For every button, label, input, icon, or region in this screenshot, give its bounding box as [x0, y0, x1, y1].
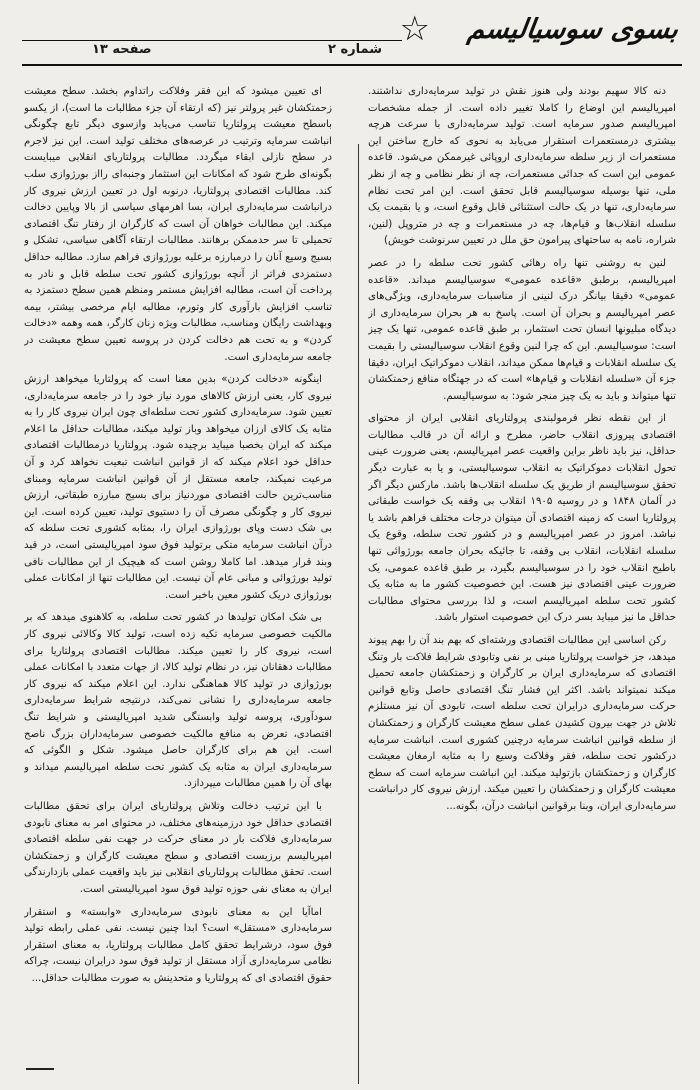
article-columns — [24, 84, 676, 1048]
page-number: صفحه ۱۳ — [92, 42, 152, 57]
star-icon: ☆ — [399, 9, 430, 49]
right-column — [368, 84, 676, 1048]
left-column — [24, 84, 332, 1048]
paragraph: با این ترتیب دخالت وتلاش پرولتاریای ایران برای تحقق مطالبات اقتصادی حداقل خود درزمینه‌های مختلف، در محتوای امر به معنای نابودی سرمایه‌داری فلاکت بار در معنای حرکت در جهت نفی سلطه اقتصادی امپریالیسم برزیست اقتصادی و سطح معیشت کارگران و زحمتکشان است. تحقق مطالبات پرولتاریای انقلابی نیز باید واقعیت عملی بازدارندگی ایران به معنای نفی حوزه تولید فوق سود امپریالیستی است. — [24, 800, 332, 895]
header-rule — [22, 64, 682, 66]
header-thin-rule — [22, 40, 402, 41]
paragraph: دنه کالا سهیم بودند ولی هنوز نقش در تولید سرمایه‌داری نداشتند. امپریالیسم این اوضاع را کاملا تغییر داده است. از جمله مشخصات امپریالیسم صدور سرمایه است. تولید سرمایه‌داری با سرعت هرچه بیشتری درمستعمرات استقرار می‌یابد به نحوی که خارج ساختن این مستعمرات از زیر سلطه سرمایه‌داری اروپائی غیرممکن می‌شود. قاعده عمومی این است که جدائی مستعمرات، چه از نظر نظامی و چه از نظر ملی، تنها بوسیله سوسیالیسم قابل تحقق است. این امر تحت نظام سرمایه‌داری، تنها در یک حالت استثنائی قابل وقوع است، و یا بقیمت یک سلسله انقلاب‌ها و قیام‌ها، چه در مستعمرات و چه در متروپل (لنین، شراره، نامه به ساحتهای پیرامون حق ملل در تعیین سرنوشت خویش) — [368, 86, 676, 247]
paragraph: اماآیا این به معنای نابودی سرمایه‌داری «وابسته» و استقرار سرمایه‌داری «مستقل» است؟ ابدا چنین نیست. نفی عملی رابطه تولید فوق سود، درشرایط تحقق کامل مطالبات پرولتاریا، به معنای استقرار نظامی سرمایه‌داری آزاد مستقل از تولید فوق سود درایران نیست، چراکه حقوق اقتصادی ای که پرولتاریا و متحدینش به صورت مطالبات حداقل... — [24, 906, 332, 984]
paragraph: از این نقطه نظر فرمولبندی پرولتاریای انقلابی ایران از محتوای اقتصادی پیروزی انقلاب حاضر، مطرح و ارائه آن در قالب مطالبات حداقل، نیز باید ناظر براین واقعیت عصر امپریالیسم، یعنی ضرورت عینی تحول انقلابات دموکراتیک به انقلاب سوسیالیستی، و یا به عبارت دیگر تحقق سوسیالیسم از طریق یک سلسله انقلاب‌ها باشد. مارکس دیگر اگر در آلمان ۱۸۴۸ و در روسیه ۱۹۰۵ انقلاب بی وقفه یک خواست طبقاتی پرولتاریا است که زمینه اقتصادی آن میتوان درجات مختلف فراهم باشد یا نباشد. امروز در عصر امپریالیسم و در کشور تحت سلطه، وقوع یک سلسله انقلابات، انقلاب بی وقفه، تا جائیکه بحران جامعه بورژوائی تنها باطیح انقلاب خود را در سوسیالیسم بگیرد، بر طبق قاعده عمومی، یک ضرورت عینی اقتصادی نیز هست. این خصوصیت کشور ما به مثابه یک کشور تحت سلطه امپریالیسم است، و لذا بررسی محتوای مطالبات حداقل ما نیز میباید بسر درک این خصوصیت استوار باشد. — [368, 413, 676, 624]
paragraph: ای تعیین میشود که این فقر وفلاکت راتداوم بخشد. سطح معیشت زحمتکشان غیر پرولتر نیز (که ارتقاء آن جزء مطالبات ما است)، از یکسو باسطح معیشت پرولتاریا تناسب می‌یابد وازسوی دیگر تابع چگونگی انباشت سرمایه وترتیب در عرصه‌های مختلف تولید است. این نیز لاجرم در سطح نازلی ابقاء میگردد. مطالبات پرولتاریای انقلابی میبایست بگونه‌ای طرح شود که امکانات این استثمار وجنبه‌ای رااز بورژوازی سلب کند. مطالبات اقتصادی پرولتاریا، درنوبه اول در تعیین ارزش نیروی کار درانباشت سرمایه‌داری ایران، بسا اهرمهای سیاسی از بالا وپایین دخالت میکند. این مطالبات خواهان آن است که کارگران از رفتار تنگ اقتصادی تحمیلی تا سر حدممکن برهانند. مطالبات ارتقاء آگاهی سیاسی، تشکل و بسیج وسیع آنان را درمبارزه برعلیه بورژوازی فراهم سازد. مطالبه حداقل دستمزدی فراتر از آنچه بورژوازی کشور تحت سلطه قابل و نادر به پرداخت آن است، مطالبه افزایش مستمر ومنظم همین سطح دستمزد به تناسب افزایش بارآوری کار وتورم، مطالبه ایام مرخصی بیشتر، بیمه وبهداشت رایگان ومناسب، مطالبات ویژه زنان کارگر، همه وهمه «دخالت کردن» و به تحت هم دخالت کردن در پروسه تعیین سطح معیشت در جامعه سرمایه‌داری است. — [24, 86, 332, 363]
masthead-title: بسوی سوسیالیسم — [465, 14, 681, 45]
column-divider — [358, 144, 359, 1084]
issue-number: شماره ۲ — [327, 42, 382, 57]
page-header — [22, 9, 682, 68]
paragraph: رکن اساسی این مطالبات اقتصادی ورشته‌ای که بهم بند آن را بهم پیوند میدهد، جز خواست پرولتاریا مبنی بر نفی وتابودی شرایط فلاکت بار وتنگ اقتصادی که سرمایه‌داری ایران بر کارگران و زحمتکشان جامعه تحمیل میکند نمیتواند باشد. اکثر این فشار تنگ اقتصادی حاصل وتابع قوانین حرکت سرمایه‌داری درایران تحت سلطه است، تابودی آن نیز مستلزم تلاش در جهت بیرون کشیدن عملی سطح معیشت کارگران و زحمتکشان از سلطه قوانین انباشت سرمایه درچنین کشوری است. انباشت سرمایه درکشور تحت سلطه، فقر وفلاکت وسیع را به مثابه ارمغان معیشت کارگران و زحمتکشان بازتولید میکند. این انباشت سرمایه است که سطح معیشت کارگران و زحمتکشان را تعیین میکند. ارزش نیروی کار درانباشت سرمایه‌داری ایران، وبنا برقوانین انباشت درآن، بگونه... — [368, 635, 676, 812]
paragraph: اینگونه «دخالت کردن» بدین معنا است که پرولتاریا میخواهد ارزش نیروی کار، یعنی ارزش کالاهای مورد نیاز خود را در جامعه سرمایه‌داری، تعیین شود. سرمایه‌داری کشور تحت سلطه‌ای چون ایران نیروی کار را به مثابه یک کالای ارزان میخواهد وباز تولید میکند، مطالبات حداقل ما اعلام میکند که ایران بخصبا میباید برچیده شود. پرولتاریا درمطالبات اقتصادی حداقل خود اعلام میکند که از قوانین انباشت تبعیت نخواهد کرد و آن مرعیت نمیکند، جامعه مستقل از آن قوانین انباشت سرمایه ومبنای مناسب‌ترین حالت اقتصادی موردنیاز برای بسیج مبارزه طبقاتی، ارزش نیروی کار و چگونگی مصرف آن را دستیوی تولید، تعیین کرده است. این بی شک دست وپای بورژوازی ایران را، بمثابه کشوری تحت سلطه که درآن انباشت سرمایه متکی برتولید فوق سود امپریالیستی است، در قید وبند قرار میدهد. اما کاملا روشن است که هیچیک از این مطالبات نافی تولید بورژوائی و مبانی عام آن نیست. این مطالبات تنها از امکانات عملی بورژوازی دریک کشور معین باخبر است. — [24, 374, 332, 601]
paragraph: بی شک امکان تولیدها در کشور تحت سلطه، به کلاهنوی میدهد که بر مالکیت خصوصی سرمایه تکیه زده است، تولید کالا وکالائی نیروی کار است، نیروی کار را تعیین میکند. مطالبات اقتصادی پرولتاریا برای مطالبات دهقانان نیز، در نظام تولید کالا، از جهات متعدد با امکانات عملی بورژوازی در تولید کالا هماهنگی ندارد. این اعلام میکند که نیروی کار جامعه سرمایه‌داری را نشانی نمی‌کند، درنتیجه شرایط سرمایه‌داری سودآوری، پروسه تولید وابستگی شدید امپریالیستی و شرایط تنگ اقتصادی، تعرض به منافع مالکیت خصوصی سرمایه‌داران بزرگ ناصح است. این هم برای کارگران حاصل میشود. شکل و الگوئی که سرمایه‌داری ایران به مثابه یک کشور تحت سلطه امپریالیسم میداند و بهای آن را همین مطالبات میپردازد. — [24, 612, 332, 790]
paragraph: لنین به روشنی تنها راه رهائی کشور تحت سلطه را در عصر امپریالیسم، برطبق «قاعده عمومی» سوسیالیسم میداند. «قاعده عمومی» دقیقا بیانگر درک لنینی از مناسبات سرمایه‌داری، ویژگی‌های عصر امپریالیسم و بحران آن است. پاسخ به هر بحران سرمایه‌داری از دیدگاه مبلیونها انسان تحت استثمار، بر طبق قاعده عمومی، تنها یک چیز است: سوسیالیسم. این که چرا لنین وقوع انقلاب سوسیالیستی را بقیمت یک سلسله انقلابات و قیام‌ها ممکن میداند، انقلاب دموکراتیک ایران، دقیقا جزء آن «سلسله انقلابات و قیام‌ها» است که در جهتگاه منافع زحمتکشان تنها میتواند و باید به یک چیز منجر شود: به سوسیالیسم. — [368, 257, 676, 402]
footer-rule — [26, 1068, 54, 1070]
